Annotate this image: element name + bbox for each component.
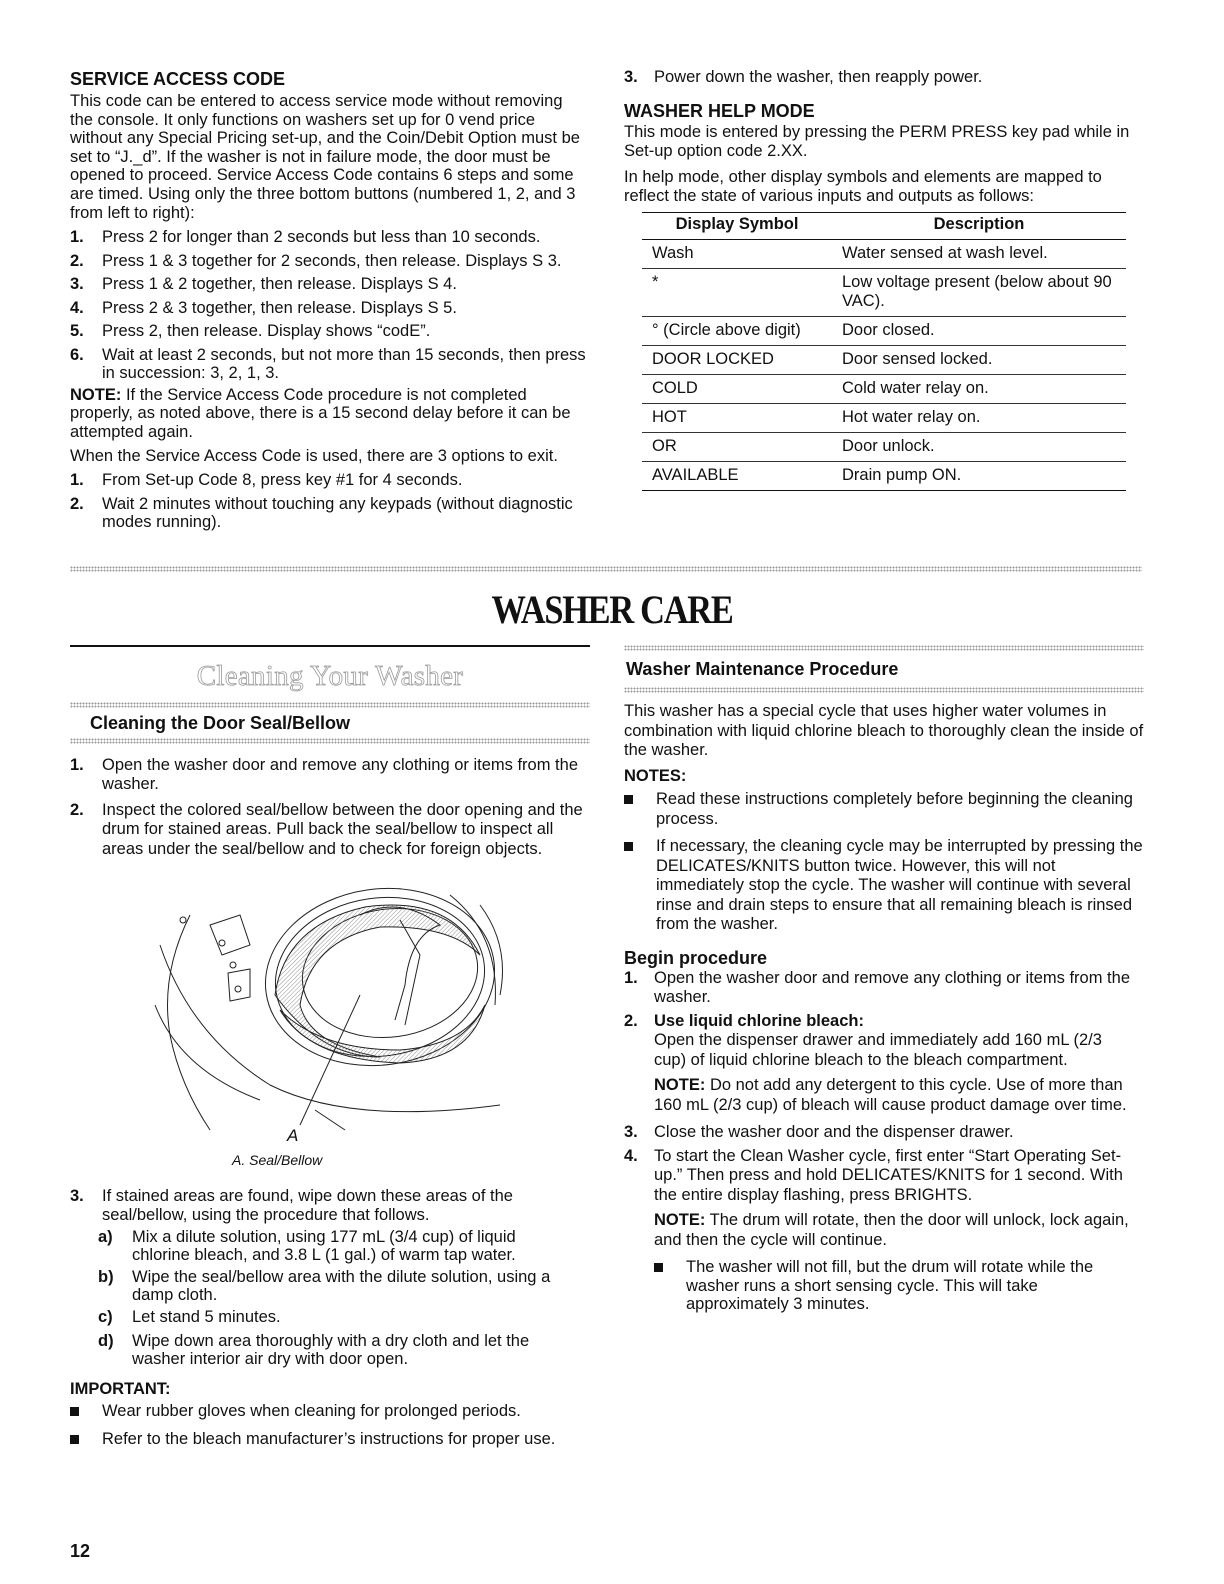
door-steps-list-continued <box>70 1187 570 1225</box>
list-item: 1. From Set-up Code 8, press key #1 for 4 seconds. <box>70 471 463 490</box>
help-mode-p1: This mode is entered by pressing the PERM PRESS key pad while in Set-up option code 2.XX. <box>624 122 1130 160</box>
substeps-list <box>98 1228 570 1368</box>
bullet-icon <box>70 1407 79 1416</box>
help-mode-p2: In help mode, other display symbols and elements are mapped to reflect the state of various inputs and outputs as follows: <box>624 167 1102 205</box>
list-item: 2. Inspect the colored seal/bellow between the door opening and the drum for stained areas. Pull back the seal/bellow to inspect all areas under the seal/bellow and to check for foreign objects. <box>70 800 583 858</box>
subsection-rule-bottom <box>624 687 1144 693</box>
section-top-rule <box>70 645 590 647</box>
list-item: 2. Press 1 & 3 together for 2 seconds, then release. Displays S 3. <box>70 251 562 270</box>
list-item: 3. Press 1 & 2 together, then release. Displays S 4. <box>70 275 457 294</box>
subsection-rule-bottom <box>70 738 590 744</box>
list-item: 3. Power down the washer, then reapply power. <box>624 68 983 86</box>
list-item: 6. Wait at least 2 seconds, but not more than 15 seconds, then press in succession: 3, 2, 1, 3. <box>70 345 586 382</box>
list-item: c) Let stand 5 minutes. <box>98 1308 281 1326</box>
bullet-icon <box>624 842 633 851</box>
service-access-title: SERVICE ACCESS CODE <box>70 69 286 89</box>
figure-letter: A <box>287 1126 299 1145</box>
step-note: NOTE: Do not add any detergent to this cycle. Use of more than 160 mL (2/3 cup) of bleach will cause product damage over time. <box>654 1076 1127 1114</box>
list-item: 5. Press 2, then release. Display shows “codE”. <box>70 322 431 341</box>
column-header-symbol: Display Symbol <box>642 212 832 240</box>
important-label: IMPORTANT: <box>70 1379 171 1398</box>
bullet-icon <box>70 1435 79 1444</box>
service-access-section <box>70 68 590 535</box>
list-item: If necessary, the cleaning cycle may be interrupted by pressing the DELICATES/KNITS button twice. However, this will not immediately stop the cycle. The washer will continue with several rinse and drain steps to ensure that all remaining bleach is rinsed from the washer. <box>624 837 1144 935</box>
seal-bellow-illustration <box>150 885 510 1147</box>
table-row: DOOR LOCKED Door sensed locked. <box>642 346 1126 375</box>
section-divider <box>70 566 1142 572</box>
service-steps-list <box>70 228 590 382</box>
bullet-icon <box>624 795 633 804</box>
help-mode-table <box>642 212 1126 492</box>
list-item: 2. Use liquid chlorine bleach: Open the dispenser drawer and immediately add 160 mL (2/3 cup) of liquid chlorine bleach to the bleach compartment. NOTE: Do not add any detergent to this cycle. Use of more than 160 mL (2/3 cup) of bleach will cause product damage over time. <box>624 1012 1144 1116</box>
list-item: The washer will not fill, but the drum will rotate while the washer runs a short sensing cycle. This will take approximately 3 minutes. <box>654 1258 1144 1314</box>
subsection-rule <box>624 645 1144 651</box>
table-row: Wash Water sensed at wash level. <box>642 240 1126 269</box>
washer-door-drawing <box>150 885 510 1147</box>
table-row: COLD Cold water relay on. <box>642 375 1126 404</box>
list-item: 4. To start the Clean Washer cycle, first enter “Start Operating Set-up.” Then press and hold DELICATES/KNITS for 1 second. With the entire display flashing, press BRIGHTS. NOTE: The drum will rotate, then the door will unlock, lock again, and then the cycle will continue. The washer will not fill, but the drum will rotate while the washer runs a short sensing cycle. This will take approximately 3 minutes. <box>624 1147 1144 1314</box>
exit-intro: When the Service Access Code is used, there are 3 options to exit. <box>70 447 558 466</box>
list-item: 1. Press 2 for longer than 2 seconds but less than 10 seconds. <box>70 228 541 247</box>
maintenance-title: Washer Maintenance Procedure <box>626 659 899 679</box>
list-item: d) Wipe down area thoroughly with a dry cloth and let the washer interior air dry with door open. <box>98 1331 530 1368</box>
step-bullet-list <box>654 1258 1144 1314</box>
figure-caption: A. Seal/Bellow <box>232 1152 323 1168</box>
list-item: Read these instructions completely before beginning the cleaning process. <box>624 790 1144 829</box>
notes-label: NOTES: <box>624 766 687 785</box>
table-row: ° (Circle above digit) Door closed. <box>642 317 1126 346</box>
procedure-steps-list <box>624 969 1144 1314</box>
help-mode-title: WASHER HELP MODE <box>624 100 815 121</box>
list-item: 1. Open the washer door and remove any clothing or items from the washer. <box>70 755 578 793</box>
cleaning-your-washer-title: Cleaning Your Washer <box>196 659 464 692</box>
bullet-icon <box>654 1263 663 1272</box>
page-number: 12 <box>70 1541 91 1561</box>
begin-procedure-title: Begin procedure <box>624 947 768 968</box>
list-item: 3. If stained areas are found, wipe down these areas of the seal/bellow, using the procedure that follows. <box>70 1187 513 1224</box>
table-header-row <box>642 212 1126 240</box>
cleaning-section <box>70 645 590 863</box>
service-access-intro: This code can be entered to access service mode without removing the console. It only functions on washers set up for 0 vend price without any Special Pricing set-up, and the Coin/Debit Option must be set to “J._d”. If the washer is not in failure mode, the door must be opened to proceed. Service Access Code contains 6 steps and some are timed. Using only the three bottom buttons (numbered 1, 2, and 3 from left to right): <box>70 92 580 222</box>
step-note: NOTE: The drum will rotate, then the door will unlock, lock again, and then the cycle will continue. <box>654 1211 1129 1249</box>
service-note: NOTE: If the Service Access Code procedure is not completed properly, as noted above, there is a 15 second delay before it can be attempted again. <box>70 385 571 441</box>
door-seal-title: Cleaning the Door Seal/Bellow <box>90 712 351 733</box>
cleaning-steps-continued <box>70 1187 570 1457</box>
exit-steps-list-continued <box>624 68 1134 88</box>
help-mode-section <box>624 68 1134 491</box>
list-item: a) Mix a dilute solution, using 177 mL (3/4 cup) of liquid chlorine bleach, and 3.8 L (1 gal.) of warm tap water. <box>98 1228 516 1264</box>
maintenance-intro: This washer has a special cycle that uses higher water volumes in combination with liquid chlorine bleach to thoroughly clean the inside of the washer. <box>624 702 1144 759</box>
exit-steps-list <box>70 471 590 531</box>
table-row: OR Door unlock. <box>642 433 1126 462</box>
list-item: 1. Open the washer door and remove any clothing or items from the washer. <box>624 968 1130 1006</box>
list-item: Wear rubber gloves when cleaning for prolonged periods. <box>70 1402 570 1422</box>
table-row: HOT Hot water relay on. <box>642 404 1126 433</box>
list-item: b) Wipe the seal/bellow area with the dilute solution, using a damp cloth. <box>98 1268 551 1304</box>
list-item: 4. Press 2 & 3 together, then release. Displays S 5. <box>70 298 457 317</box>
important-list <box>70 1402 570 1449</box>
list-item: Refer to the bleach manufacturer’s instructions for proper use. <box>70 1430 570 1449</box>
table-row: AVAILABLE Drain pump ON. <box>642 462 1126 491</box>
maintenance-section <box>624 645 1144 1322</box>
column-header-description: Description <box>832 212 1126 240</box>
list-item: 2. Wait 2 minutes without touching any keypads (without diagnostic modes running). <box>70 494 573 531</box>
table-row: * Low voltage present (below about 90 VAC). <box>642 269 1126 317</box>
washer-care-title: WASHER CARE <box>491 587 733 632</box>
list-item: 3. Close the washer door and the dispenser drawer. <box>624 1123 1014 1141</box>
subsection-rule <box>70 702 590 708</box>
door-steps-list <box>70 756 590 860</box>
notes-list <box>624 790 1144 935</box>
